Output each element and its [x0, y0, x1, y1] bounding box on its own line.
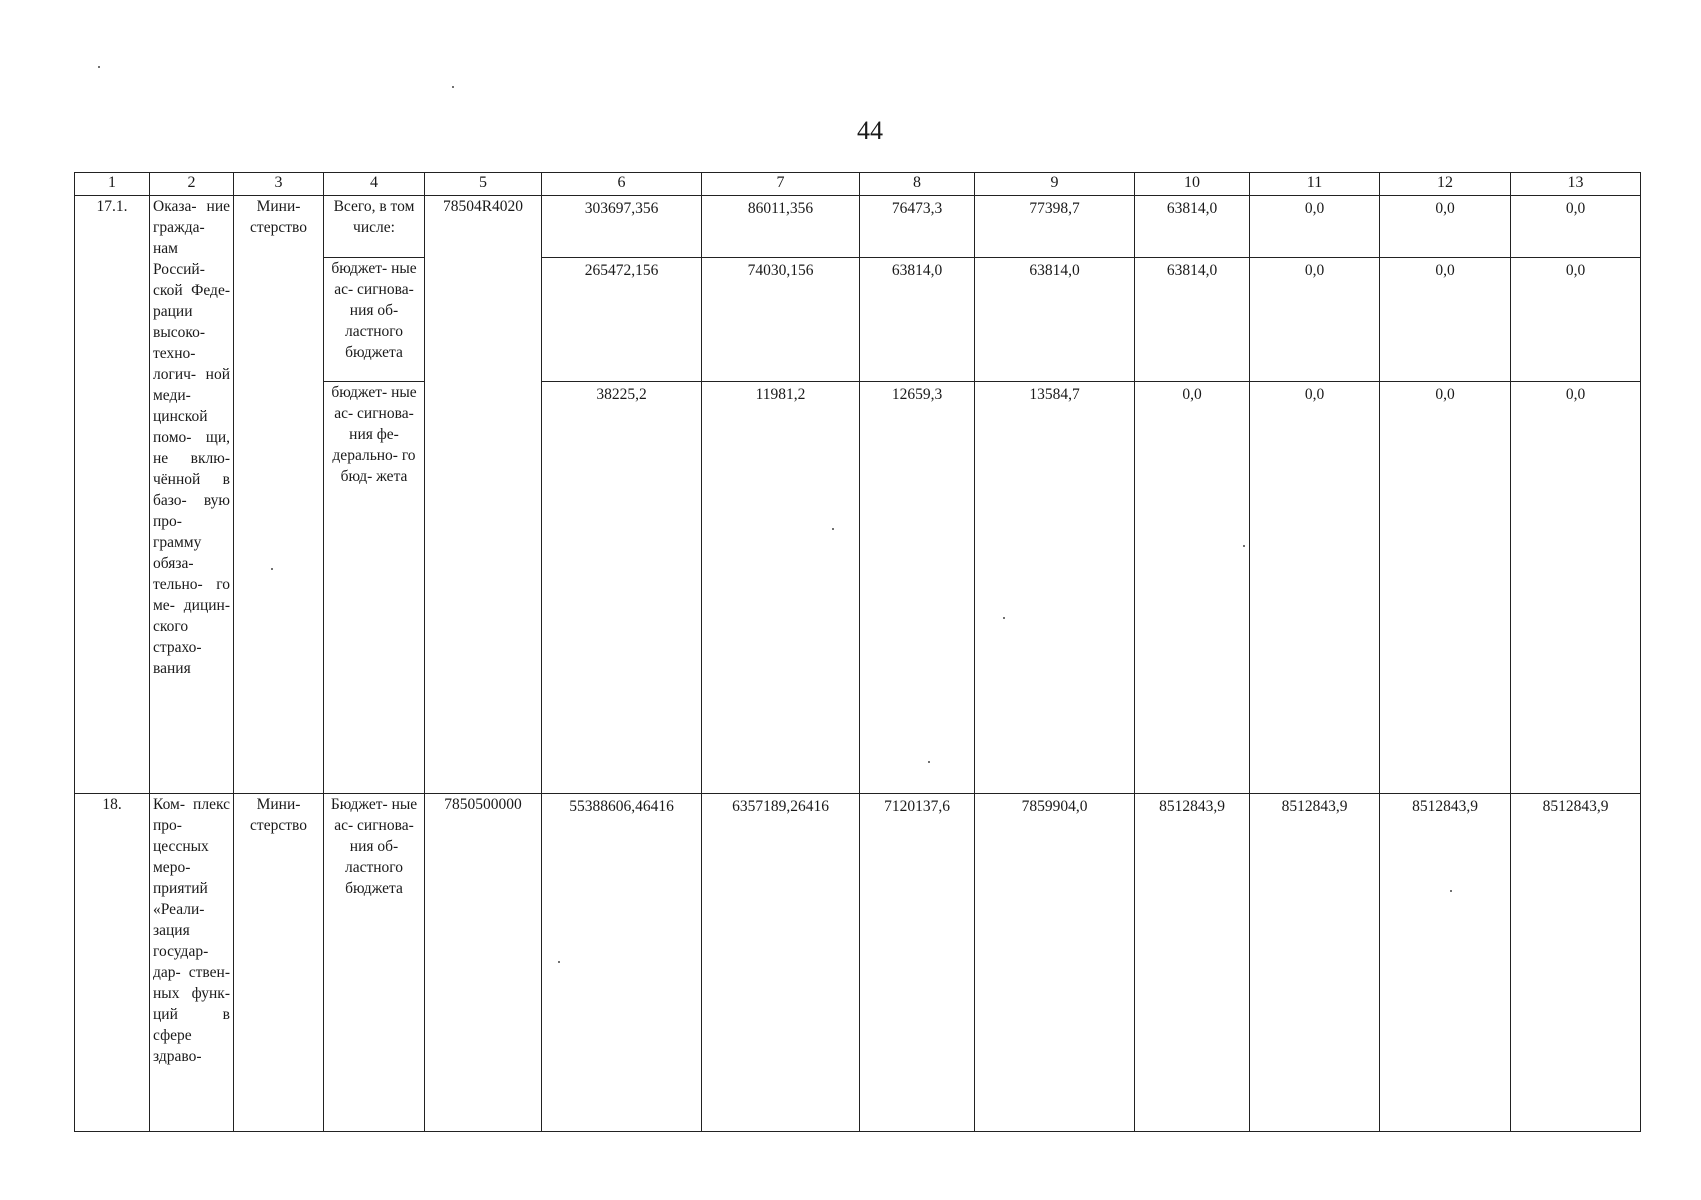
row-id-cell: 18.: [75, 794, 150, 1132]
value-cell: 63814,0: [1135, 196, 1250, 258]
column-header: 3: [234, 173, 324, 196]
row-id-cell: 17.1.: [75, 196, 150, 794]
value-cell: 6357189,26416: [702, 794, 860, 1132]
column-header: 13: [1511, 173, 1641, 196]
table-row: [75, 794, 1641, 1132]
funding-source-cell: бюджет- ные ас- сигнова- ния фе- дерально- го бюд- жета: [324, 382, 425, 794]
value-cell: 0,0: [1250, 382, 1380, 794]
value-cell: 7120137,6: [860, 794, 975, 1132]
column-number-header: [75, 173, 1641, 196]
value-cell: 303697,356: [542, 196, 702, 258]
value-cell: 86011,356: [702, 196, 860, 258]
value-cell: 74030,156: [702, 258, 860, 382]
budget-code-cell: 7850500000: [425, 794, 542, 1132]
value-cell: 11981,2: [702, 382, 860, 794]
value-cell: 77398,7: [975, 196, 1135, 258]
executor-cell: Мини- стерство: [234, 196, 324, 794]
activity-name-cell: Ком- плекс про- цессных меро- приятий «Реали- зация государ- дар- ствен- ных функ- ций в сфере здраво-: [150, 794, 234, 1132]
table-row: [75, 196, 1641, 258]
scan-speck: [452, 86, 454, 88]
value-cell: 0,0: [1511, 382, 1641, 794]
value-cell: 7859904,0: [975, 794, 1135, 1132]
value-cell: 0,0: [1135, 382, 1250, 794]
scan-speck: [98, 66, 100, 68]
value-cell: 38225,2: [542, 382, 702, 794]
value-cell: 63814,0: [975, 258, 1135, 382]
column-header: 2: [150, 173, 234, 196]
value-cell: 8512843,9: [1250, 794, 1380, 1132]
value-cell: 8512843,9: [1380, 794, 1511, 1132]
value-cell: 76473,3: [860, 196, 975, 258]
column-header: 12: [1380, 173, 1511, 196]
executor-cell: Мини- стерство: [234, 794, 324, 1132]
value-cell: 0,0: [1250, 196, 1380, 258]
value-cell: 0,0: [1511, 258, 1641, 382]
value-cell: 0,0: [1511, 196, 1641, 258]
funding-source-cell: Бюджет- ные ас- сигнова- ния об- ластного бюджета: [324, 794, 425, 1132]
column-header: 4: [324, 173, 425, 196]
page-number: 44: [857, 116, 883, 145]
column-header: 6: [542, 173, 702, 196]
budget-code-cell: 78504R4020: [425, 196, 542, 794]
column-header: 1: [75, 173, 150, 196]
funding-source-cell: бюджет- ные ас- сигнова- ния об- ластного бюджета: [324, 258, 425, 382]
column-header: 8: [860, 173, 975, 196]
column-header: 10: [1135, 173, 1250, 196]
value-cell: 63814,0: [1135, 258, 1250, 382]
value-cell: 55388606,46416: [542, 794, 702, 1132]
funding-source-cell: Всего, в том числе:: [324, 196, 425, 258]
value-cell: 8512843,9: [1135, 794, 1250, 1132]
value-cell: 0,0: [1380, 196, 1511, 258]
value-cell: 265472,156: [542, 258, 702, 382]
value-cell: 0,0: [1380, 258, 1511, 382]
column-header: 9: [975, 173, 1135, 196]
value-cell: 8512843,9: [1511, 794, 1641, 1132]
column-header: 7: [702, 173, 860, 196]
budget-table: [74, 172, 1641, 1132]
column-header: 11: [1250, 173, 1380, 196]
column-header: 5: [425, 173, 542, 196]
value-cell: 12659,3: [860, 382, 975, 794]
value-cell: 63814,0: [860, 258, 975, 382]
value-cell: 0,0: [1250, 258, 1380, 382]
value-cell: 13584,7: [975, 382, 1135, 794]
value-cell: 0,0: [1380, 382, 1511, 794]
activity-name-cell: Оказа- ние гражда- нам Россий- ской Феде- рации высоко- техно- логич- ной меди- цинской помо- щи, не вклю- чённой в базо- вую про- грамму обяза- тельно- го ме- дицин- ского страхо- вания: [150, 196, 234, 794]
